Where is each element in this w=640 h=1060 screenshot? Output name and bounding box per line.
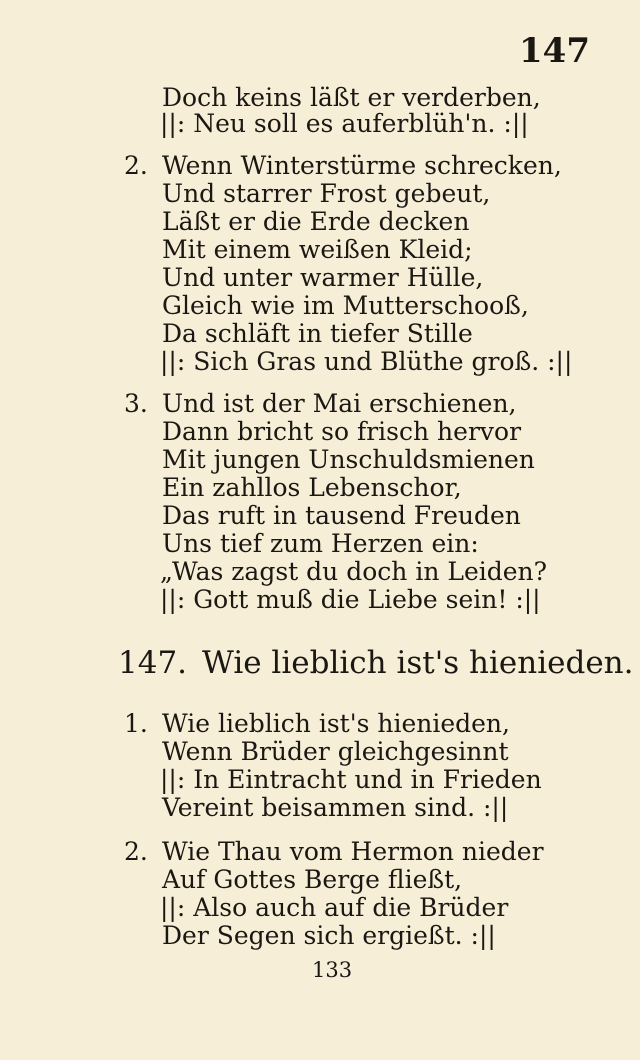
hymn-147-verse-1-line-2: Wenn Brüder gleichgesinnt: [162, 737, 509, 766]
verse-2-line-4: Mit einem weißen Kleid;: [162, 235, 473, 264]
verse-2-line-3: Läßt er die Erde decken: [162, 207, 470, 236]
hymn-number: 147.: [118, 645, 188, 681]
verse-2-line-1: Wenn Winterstürme schrecken,: [162, 151, 562, 180]
verse-3-line-1: Und ist der Mai erschienen,: [162, 389, 517, 418]
page-number-top: 147: [519, 31, 590, 71]
verse-3-line-6: Uns tief zum Herzen ein:: [162, 529, 479, 558]
verse-2-line-7: Da schläft in tiefer Stille: [162, 319, 473, 348]
hymn-147-verse-2-line-4: Der Segen sich ergießt. :||: [162, 921, 496, 950]
verse-3-line-7: „Was zagst du doch in Leiden?: [160, 557, 548, 586]
page-number-bottom: 133: [312, 958, 353, 982]
hymn-147-verse-1-line-3: ||: In Eintracht und in Frieden: [160, 765, 542, 794]
verse-3-line-5: Das ruft in tausend Freuden: [162, 501, 521, 530]
verse-3-line-3: Mit jungen Unschuldsmienen: [162, 445, 535, 474]
verse-2-line-5: Und unter warmer Hülle,: [162, 263, 484, 292]
verse-2-line-2: Und starrer Frost gebeut,: [162, 179, 491, 208]
carryover-line-2: ||: Neu soll es auferblüh'n. :||: [160, 109, 529, 138]
verse-3-line-4: Ein zahllos Lebenschor,: [162, 473, 462, 502]
hymn-147-verse-1-number: 1.: [124, 709, 148, 738]
verse-3-line-2: Dann bricht so frisch hervor: [162, 417, 522, 446]
verse-2-line-6: Gleich wie im Mutterschooß,: [162, 291, 529, 320]
hymn-147-verse-2-number: 2.: [124, 837, 148, 866]
hymn-147-verse-2-line-3: ||: Also auch auf die Brüder: [160, 893, 509, 922]
verse-2-number: 2.: [124, 151, 148, 180]
carryover-line-1: Doch keins läßt er verderben,: [162, 83, 541, 112]
verse-3-number: 3.: [124, 389, 148, 418]
verse-3-line-8: ||: Gott muß die Liebe sein! :||: [160, 585, 541, 614]
hymn-147-verse-1-line-4: Vereint beisammen sind. :||: [162, 793, 509, 822]
hymn-147-verse-2-line-2: Auf Gottes Berge fließt,: [162, 865, 463, 894]
verse-2-line-8: ||: Sich Gras und Blüthe groß. :||: [160, 347, 573, 376]
hymn-147-verse-2-line-1: Wie Thau vom Hermon nieder: [162, 837, 544, 866]
hymn-title: Wie lieblich ist's hienieden.: [202, 645, 634, 681]
hymn-147-verse-1-line-1: Wie lieblich ist's hienieden,: [162, 709, 510, 738]
